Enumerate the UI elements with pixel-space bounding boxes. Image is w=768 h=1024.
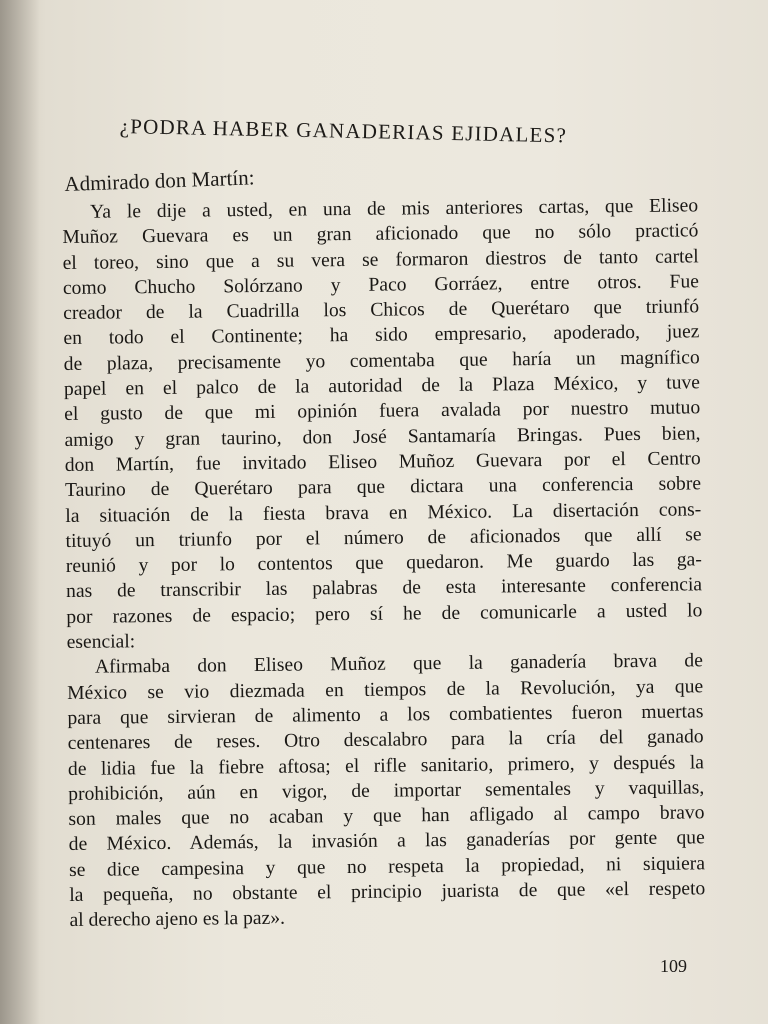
text-line: Ya le dije a usted, en una de mis anteriores cartas, que Eliseo <box>90 195 699 223</box>
text-line: como Chucho Solórzano y Paco Gorráez, entre otros. Fue <box>62 271 700 299</box>
text-line: Afirmaba don Eliseo Muñoz que la ganadería brava de <box>94 650 703 679</box>
text-line: se dice campesina y que no respeta la propiedad, ni siquiera <box>68 853 706 881</box>
text-line: por razones de espacio; pero sí he de comunicarle a usted lo <box>66 600 703 628</box>
body-text <box>62 193 706 933</box>
text-line: creador de la Cuadrilla los Chicos de Querétaro que triunfó <box>63 296 700 325</box>
text-line: centenares de reses. Otro descalabro para la cría del ganado <box>67 726 704 755</box>
text-line: tituyó un triunfo por el número de aficionados que allí se <box>65 524 702 552</box>
text-line: don Martín, fue invitado Eliseo Muñoz Guevara por el Centro <box>64 448 701 476</box>
text-line: de México. Además, la invasión a las ganaderías por gente que <box>68 827 705 856</box>
text-line: papel en el palco de la autoridad de la Plaza México, y tuve <box>63 372 701 401</box>
text-line: el toreo, sino que a su vera se formaron diestros de tanto cartel <box>62 245 699 274</box>
text-line: reunió y por lo contentos que quedaron. Me guardo las ga- <box>65 549 702 578</box>
page-number: 109 <box>660 956 687 976</box>
text-line: amigo y gran taurino, don José Santamaría Bringas. Pues bien, <box>64 422 701 451</box>
text-line: la pequeña, no obstante el principio juarista de que «el respeto <box>69 878 706 906</box>
text-line: en todo el Continente; ha sido empresario, apoderado, juez <box>63 321 700 350</box>
text-line: la situación de la fiesta brava en México. La disertación cons- <box>65 498 702 527</box>
text-line: de lidia fue la fiebre aftosa; el rifle sanitario, primero, y después la <box>67 751 705 780</box>
text-line: Taurino de Querétaro para que dictara una conferencia sobre <box>64 473 702 502</box>
text-line: de plaza, precisamente yo comentaba que haría un magnífico <box>63 347 700 375</box>
text-line: al derecho ajeno es la paz». <box>69 908 286 932</box>
text-line: prohibición, aún en vigor, de importar sementales y vaquillas, <box>68 777 705 805</box>
text-line: para que sirvieran de alimento a los combatientes fueron muertas <box>67 701 704 729</box>
text-line: el gusto de que mi opinión fuera avalada por nuestro mutuo <box>64 397 701 426</box>
salutation: Admirado don Martín: <box>64 165 255 196</box>
paragraph-1 <box>62 193 703 655</box>
text-line: esencial: <box>66 631 136 654</box>
text-line: son males que no acaban y que han afligado al campo bravo <box>68 802 705 831</box>
text-line: México se vio diezmada en tiempos de la Revolución, ya que <box>67 675 704 704</box>
text-line: Muñoz Guevara es un gran aficionado que no sólo practicó <box>62 220 699 249</box>
chapter-title: ¿PODRA HABER GANADERIAS EJIDALES? <box>119 114 568 148</box>
text-line: nas de transcribir las palabras de esta interesante conferencia <box>65 574 703 603</box>
paragraph-2 <box>67 649 706 934</box>
binding-shadow <box>0 0 40 1024</box>
